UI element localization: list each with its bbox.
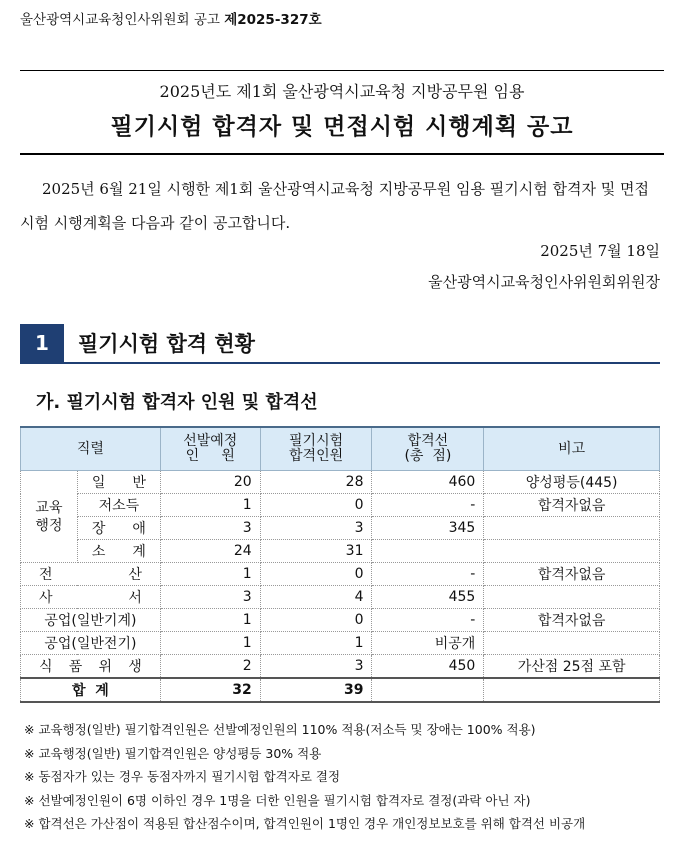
results-table [20, 426, 660, 703]
planned-cell: 24 [160, 540, 260, 563]
note-line: ※ 동점자가 있는 경우 동점자까지 필기시험 합격자로 결정 [24, 769, 341, 784]
cutoff-cell: - [372, 563, 484, 586]
table-row [21, 632, 660, 655]
cutoff-cell [372, 540, 484, 563]
note-line: ※ 교육행정(일반) 필기합격인원은 선발예정인원의 110% 적용(저소득 및 장애는 100% 적용) [24, 722, 536, 737]
cutoff-cell: 460 [372, 471, 484, 494]
row-label: 일 반 [77, 471, 160, 494]
total-planned: 32 [160, 678, 260, 702]
table-row [21, 540, 660, 563]
group-label: 교육 행정 [21, 471, 78, 563]
table-row [21, 471, 660, 494]
passed-cell: 4 [260, 586, 372, 609]
row-label: 저소득 [77, 494, 160, 517]
planned-cell: 20 [160, 471, 260, 494]
cutoff-cell: 455 [372, 586, 484, 609]
document-subtitle: 2025년도 제1회 울산광역시교육청 지방공무원 임용 [159, 82, 525, 101]
table-row [21, 563, 660, 586]
note-cell [484, 586, 660, 609]
planned-cell: 3 [160, 586, 260, 609]
table-row [21, 609, 660, 632]
passed-cell: 0 [260, 609, 372, 632]
table-row [21, 655, 660, 679]
planned-cell: 1 [160, 494, 260, 517]
header-job: 직렬 [21, 427, 161, 471]
intro-paragraph [20, 172, 660, 240]
row-label: 장 애 [77, 517, 160, 540]
note-cell: 합격자없음 [484, 494, 660, 517]
cutoff-cell: 450 [372, 655, 484, 679]
note-cell [484, 540, 660, 563]
notes [24, 718, 585, 836]
note-line: ※ 선발예정인원이 6명 이하인 경우 1명을 더한 인원을 필기시험 합격자로 결정(과락 아닌 자) [24, 792, 531, 808]
notice-number [20, 8, 322, 28]
intro-text: 2025년 6월 21일 시행한 제1회 울산광역시교육청 지방공무원 임용 필기시험 합격자 및 면접시험 시행계획을 다음과 같이 공고합니다. [20, 180, 649, 232]
announcement-date: 2025년 7월 18일 [540, 242, 660, 260]
passed-cell: 28 [260, 471, 372, 494]
passed-cell: 3 [260, 517, 372, 540]
total-passed: 39 [260, 678, 372, 702]
title-box [20, 70, 664, 155]
section-header [20, 324, 660, 364]
subsection-title: 가. 필기시험 합격자 인원 및 합격선 [36, 392, 318, 413]
row-label: 공업(일반기계) [21, 609, 161, 632]
header-cutoff: 합격선 (총 점) [372, 427, 484, 471]
row-label: 공업(일반전기) [21, 632, 161, 655]
note-line: ※ 합격선은 가산점이 적용된 합산점수이며, 합격인원이 1명인 경우 개인정보보호를 위해 합격선 비공개 [24, 816, 586, 831]
note-cell: 가산점 25점 포함 [484, 655, 660, 679]
notice-prefix: 울산광역시교육청인사위원회 공고 [20, 12, 225, 28]
row-label: 사 서 [21, 586, 161, 609]
table-row [21, 517, 660, 540]
total-label: 합 계 [21, 678, 161, 702]
row-label: 소 계 [77, 540, 160, 563]
issuer: 울산광역시교육청인사위원회위원장 [428, 273, 660, 291]
note-cell [484, 632, 660, 655]
planned-cell: 1 [160, 563, 260, 586]
section-number: 1 [20, 324, 64, 362]
section-title: 필기시험 합격 현황 [78, 332, 255, 356]
planned-cell: 2 [160, 655, 260, 679]
planned-cell: 3 [160, 517, 260, 540]
total-cutoff [372, 678, 484, 702]
table-row [21, 586, 660, 609]
planned-cell: 1 [160, 632, 260, 655]
note-cell [484, 517, 660, 540]
note-cell: 합격자없음 [484, 609, 660, 632]
cutoff-cell: 345 [372, 517, 484, 540]
note-cell: 양성평등(445) [484, 471, 660, 494]
header-note: 비고 [484, 427, 660, 471]
note-cell: 합격자없음 [484, 563, 660, 586]
passed-cell: 31 [260, 540, 372, 563]
passed-cell: 1 [260, 632, 372, 655]
row-label: 전 산 [21, 563, 161, 586]
table-row [21, 494, 660, 517]
document-title: 필기시험 합격자 및 면접시험 시행계획 공고 [110, 114, 574, 140]
passed-cell: 3 [260, 655, 372, 679]
table-header-row [21, 427, 660, 471]
header-passed: 필기시험 합격인원 [260, 427, 372, 471]
passed-cell: 0 [260, 494, 372, 517]
cutoff-cell: - [372, 609, 484, 632]
cutoff-cell: 비공개 [372, 632, 484, 655]
header-planned: 선발예정 인 원 [160, 427, 260, 471]
cutoff-cell: - [372, 494, 484, 517]
total-row [21, 678, 660, 702]
row-label: 식 품 위 생 [21, 655, 161, 679]
passed-cell: 0 [260, 563, 372, 586]
planned-cell: 1 [160, 609, 260, 632]
notice-number-value: 제2025-327호 [224, 12, 322, 28]
total-note [484, 678, 660, 702]
note-line: ※ 교육행정(일반) 필기합격인원은 양성평등 30% 적용 [24, 745, 322, 761]
